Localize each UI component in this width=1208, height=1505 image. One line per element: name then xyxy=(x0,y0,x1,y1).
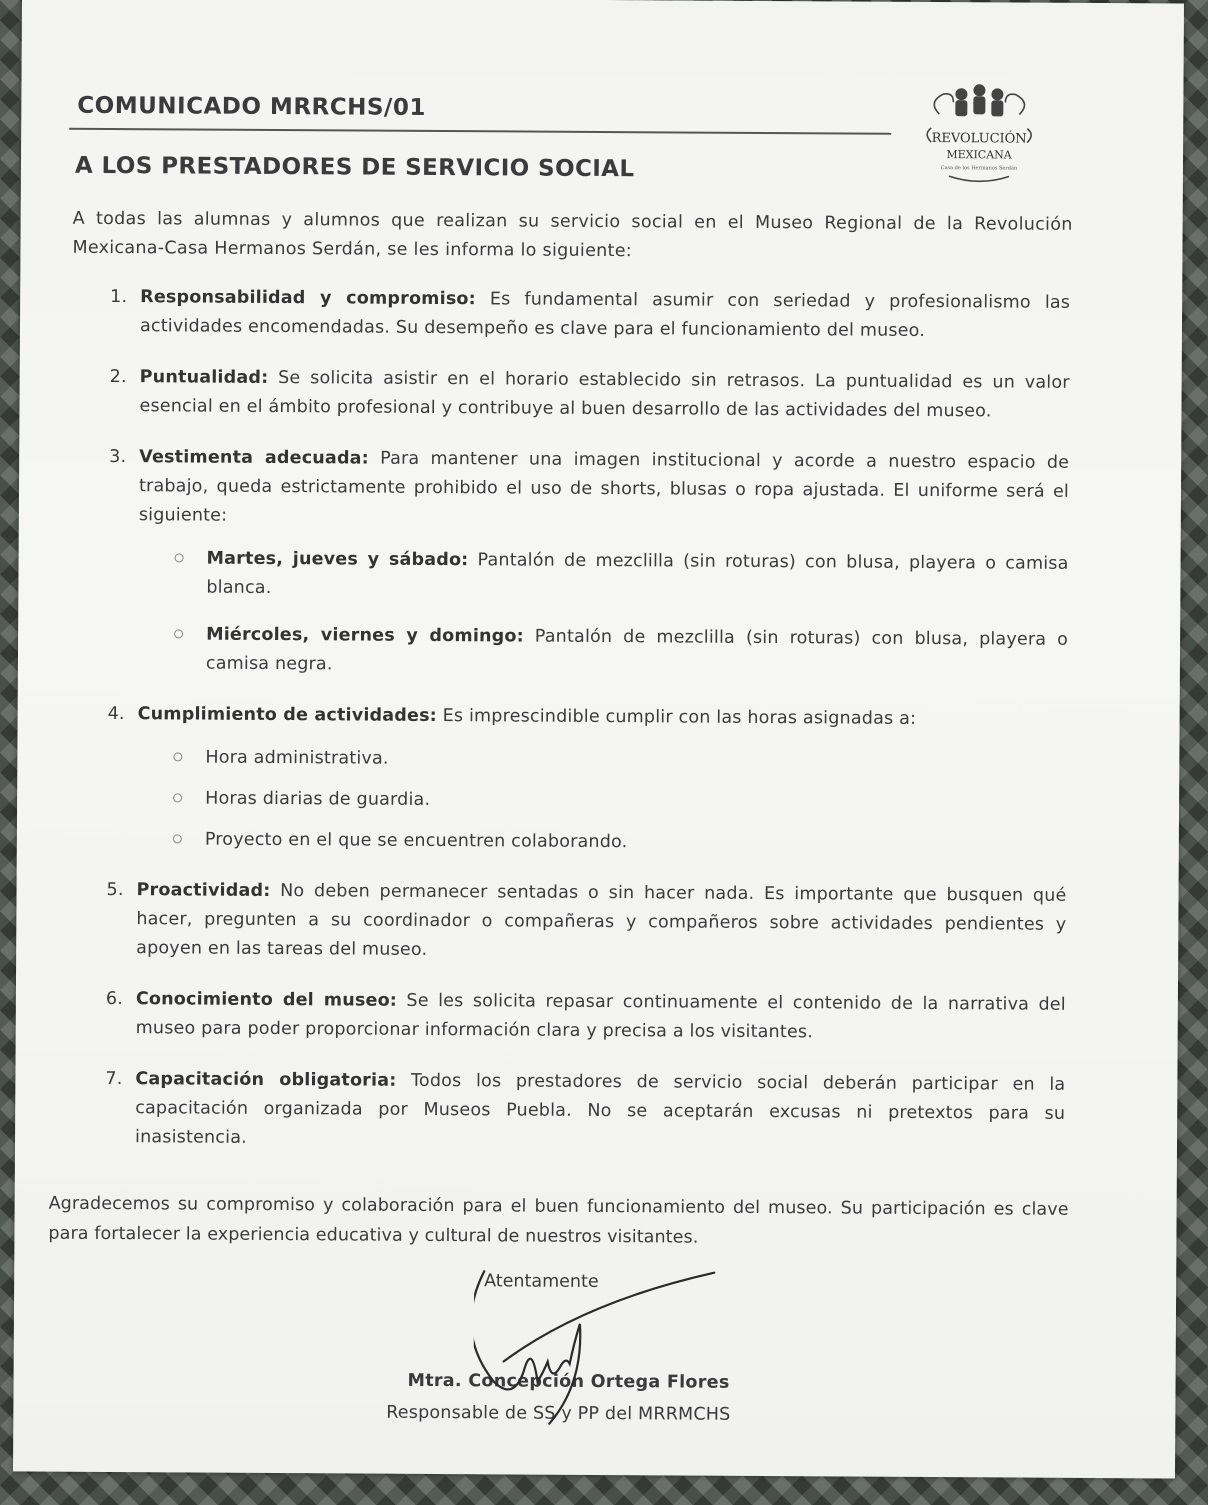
sub-item-heading: Miércoles, viernes y domingo: xyxy=(206,624,524,647)
item-number: 2. xyxy=(109,366,127,388)
list-item xyxy=(80,283,1070,347)
list-item xyxy=(77,700,1068,860)
item-text: Todos los prestadores de servicio social deberán participar en la capacitación organizada por Museos Puebla. No se aceptarán excusas ni pretextos para su inasistencia. xyxy=(134,1070,1066,1148)
museum-logo xyxy=(909,76,1050,187)
circle-bullet-icon xyxy=(174,629,183,638)
list-item xyxy=(75,1065,1066,1158)
sub-item-text: Pantalón de mezclilla (sin roturas) con blusa, playera o camisa blanca. xyxy=(206,550,1069,598)
item-number: 1. xyxy=(110,286,128,308)
logo-line2: MEXICANA xyxy=(946,148,1012,162)
item-number: 5. xyxy=(106,879,124,901)
rules-list xyxy=(75,283,1070,1180)
signer-name: Mtra. Concepción Ortega Flores xyxy=(407,1370,730,1393)
item-number: 6. xyxy=(105,988,124,1010)
sub-item-text: Pantalón de mezclilla (sin roturas) con blusa, playera o camisa negra. xyxy=(205,626,1069,675)
sub-list-item xyxy=(137,743,1067,778)
handwritten-signature xyxy=(473,1261,734,1433)
item-text: Para mantener una imagen institucional y acorde a nuestro espacio de trabajo, queda estrictamente prohibido el uso de shorts, blusas o ropa ajustada. El uniforme será el siguiente: xyxy=(138,448,1070,526)
item-text: Se les solicita repasar continuamente el contenido de la narrativa del museo para poder proporcionar información clara y precisa a los visitantes. xyxy=(135,990,1066,1043)
document-title: COMUNICADO MRRCHS/01 xyxy=(77,92,426,121)
document-page xyxy=(13,0,1184,1479)
intro-paragraph: A todas las alumnas y alumnos que realizan su servicio social en el Museo Regional de la Revolución Mexicana-Casa Hermanos Serdán, se les informa lo siguiente: xyxy=(72,208,1073,262)
item-heading: Responsabilidad y compromiso: xyxy=(140,287,476,310)
item-heading: Proactividad: xyxy=(136,880,271,901)
item-number: 7. xyxy=(105,1068,123,1090)
circle-bullet-icon xyxy=(173,752,182,761)
sub-item-heading: Martes, jueves y sábado: xyxy=(206,548,469,571)
closing-paragraph: Agradecemos su compromiso y colaboración para el buen funcionamiento del museo. Su participación es clave para fortalecer la experiencia educativa y cultural de nuestros visitantes. xyxy=(48,1193,1069,1248)
item-text: Se solicita asistir en el horario establecido sin retrasos. La puntualidad es un valor esencial en el ámbito profesional y contribuye al buen desarrollo de las actividades del museo. xyxy=(139,367,1070,422)
sub-list-item xyxy=(138,620,1068,684)
circle-bullet-icon xyxy=(175,553,184,562)
sub-list-item xyxy=(137,784,1067,819)
item-heading: Vestimenta adecuada: xyxy=(139,447,369,469)
item-number: 3. xyxy=(109,446,127,468)
logo-line1: REVOLUCIÓN xyxy=(931,131,1027,147)
logo-tagline: Casa de los Hermanos Serdán xyxy=(940,165,1018,172)
circle-bullet-icon xyxy=(173,834,182,843)
sub-item-text: Horas diarias de guardia. xyxy=(205,788,431,810)
sub-list-item xyxy=(138,544,1068,608)
circle-bullet-icon xyxy=(173,793,182,802)
sub-item-text: Proyecto en el que se encuentren colaborando. xyxy=(204,829,628,853)
title-divider xyxy=(69,128,891,135)
document-subtitle: A LOS PRESTADORES DE SERVICIO SOCIAL xyxy=(74,152,635,183)
item-text: No deben permanecer sentadas o sin hacer nada. Es importante que busquen qué hacer, pregunten a su coordinador o compañeras y compañeros sobre actividades pendientes y apoyen en las tareas del museo. xyxy=(136,880,1067,960)
item-text: Es fundamental asumir con seriedad y profesionalismo las actividades encomendadas. Su desempeño es clave para el funcionamiento del museo. xyxy=(139,289,1071,341)
sub-item-text: Hora administrativa. xyxy=(205,747,389,769)
list-item xyxy=(78,443,1069,684)
hours-list xyxy=(137,743,1068,860)
item-heading: Capacitación obligatoria: xyxy=(135,1069,397,1091)
item-heading: Cumplimiento de actividades: xyxy=(137,704,437,726)
signer-role: Responsable de SS y PP del MRRMCHS xyxy=(386,1402,731,1425)
list-item xyxy=(76,876,1067,969)
list-item xyxy=(79,363,1069,427)
item-heading: Conocimiento del museo: xyxy=(135,989,398,1011)
list-item xyxy=(76,985,1066,1049)
sign-off: Atentamente xyxy=(484,1271,599,1292)
item-number: 4. xyxy=(107,703,125,725)
uniform-list xyxy=(138,544,1069,684)
item-text: Es imprescindible cumplir con las horas asignadas a: xyxy=(436,705,917,729)
item-heading: Puntualidad: xyxy=(139,367,269,388)
sub-list-item xyxy=(137,825,1067,860)
